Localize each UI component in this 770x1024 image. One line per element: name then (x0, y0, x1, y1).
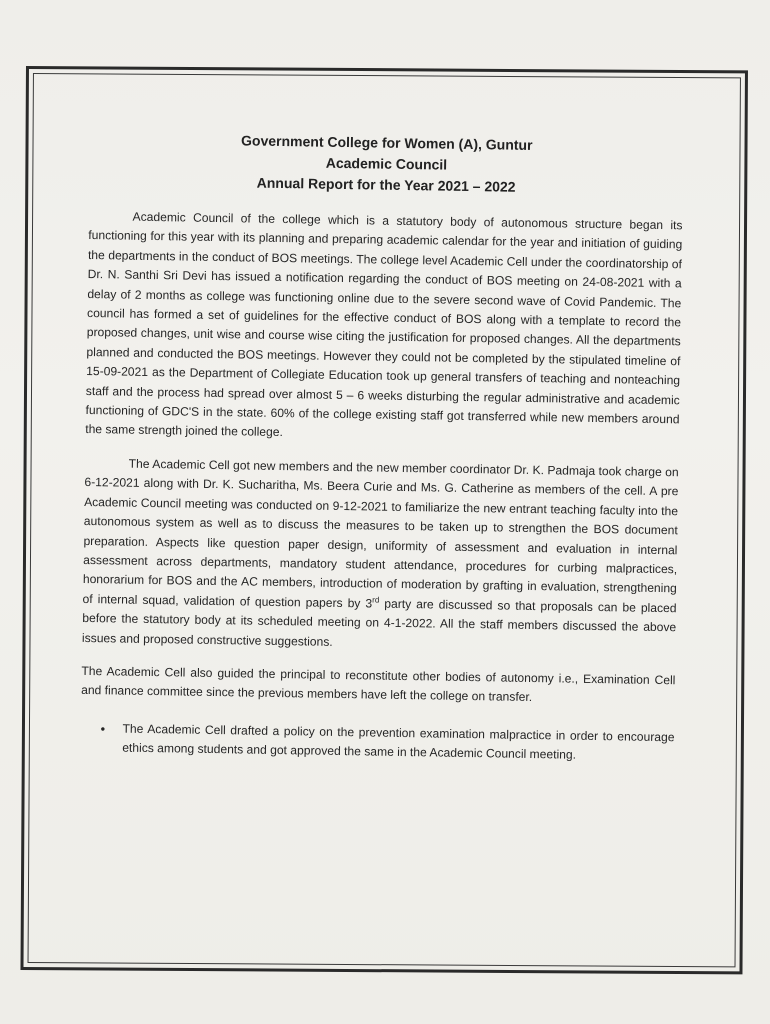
college-name: Government College for Women (A), Guntur (240, 132, 533, 153)
ordinal-suffix: rd (372, 595, 380, 605)
report-title: Annual Report for the Year 2021 – 2022 (256, 174, 516, 195)
paragraph-2 (82, 454, 679, 657)
document-title (89, 128, 684, 200)
bullet-icon: • (100, 720, 106, 737)
paragraph-2-text-a: The Academic Cell got new members and the new member coordinator Dr. K. Padmaja took charge on 6-12-2021 along with Dr. K. Sucharitha, Ms. Beera Curie and Ms. G. Catherine as members of the cell. A pre Academic Council meeting was conducted on 9-12-2021 to familiarize the new entrant teaching faculty into the autonomous system as well as to discuss the measures to be taken up to strengthen the BOS document preparation. Aspects like question paper design, uniformity of assessment and evaluation in internal assessment across departments, mandatory student attendance, procedures for curbing malpractices, honorarium for BOS and the AC members, introduction of moderation by grafting in evaluation, strengthening of internal squad, validation of question papers by 3 (82, 456, 679, 611)
list-item-text: The Academic Cell drafted a policy on the prevention examination malpractice in order to encourage ethics among students and got approved the same in the Academic Council meeting. (122, 721, 675, 762)
document-content (80, 128, 684, 767)
paragraph-2-text-b: party are discussed so that proposals can be placed before the statutory body at its scheduled meeting on 4-1-2022. All the staff members discussed the above issues and proposed constructive suggestions. (81, 596, 677, 649)
paragraph-1: Academic Council of the college which is a statutory body of autonomous structure began its functioning for this year with its planning and preparing academic calendar for the year and initiation of guiding the departments in the conduct of BOS meetings. The college level Academic Cell under the coordinatorship of Dr. N. Santhi Sri Devi has issued a notification regarding the conduct of BOS meeting on 24-08-2021 with a delay of 2 months as college was functioning online due to the severe second wave of Covid Pandemic. The council has formed a set of guidelines for the effective conduct of BOS along with a template to record the proposed changes, unit wise and course wise citing the justification for proposed changes. All the departments planned and conducted the BOS meetings. However they could not be completed by the stipulated timeline of 15-09-2021 as the Department of Collegiate Education took up general transfers of teaching and nonteaching staff and the process had spread over almost 5 – 6 weeks disturbing the regular administrative and academic functioning of GDC'S in the state. 60% of the college existing staff got transferred while new members around the same strength joined the college. (85, 209, 683, 440)
paragraph-3: The Academic Cell also guided the principal to reconstitute other bodies of autonomy i.e., Examination Cell and finance committee since the previous members have left the college on transfer. (81, 663, 676, 705)
council-name: Academic Council (325, 154, 448, 173)
